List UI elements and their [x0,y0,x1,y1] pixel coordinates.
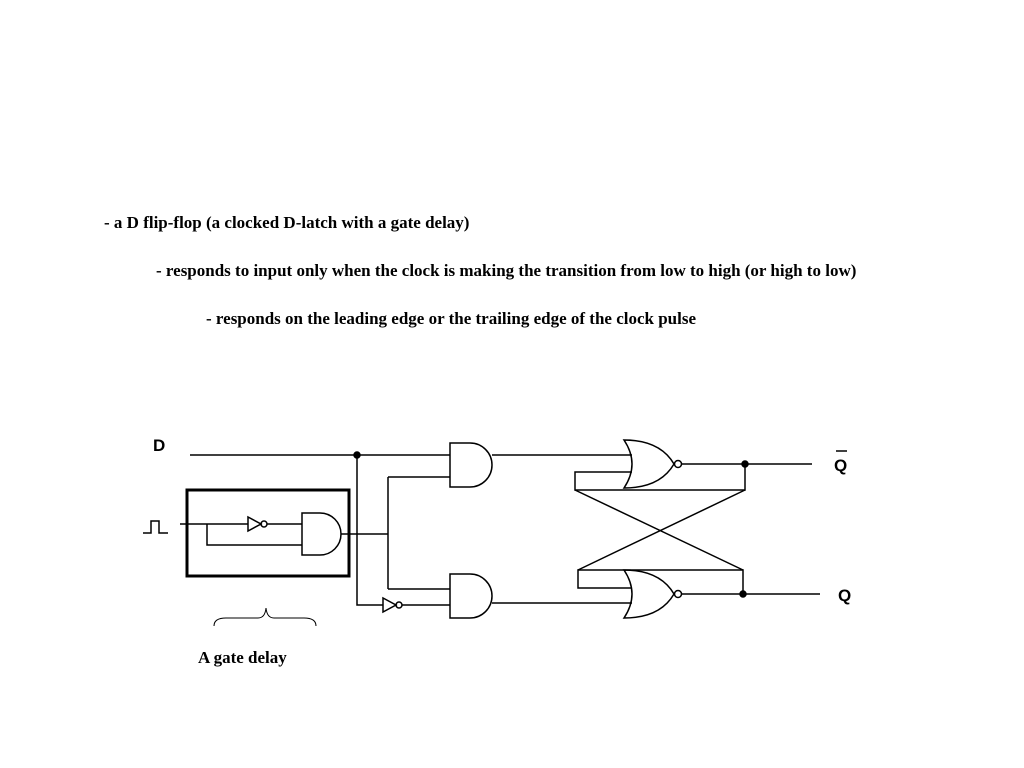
d-branch-wire [357,455,383,605]
bottom-and-gate [450,574,492,618]
bottom-nor-gate [624,570,674,618]
delay-and-gate [302,513,341,555]
cross-wire-a [575,490,743,570]
bottom-nor-bubble [675,591,682,598]
d-not-gate [383,598,396,612]
bullet-d-flip-flop: - a D flip-flop (a clocked D-latch with a gate delay) [104,213,470,232]
cross-wire-b [578,490,745,570]
top-nor-gate [624,440,674,488]
bullet-edge-response: - responds on the leading edge or the trailing edge of the clock pulse [206,309,697,328]
q-bar-output-label: Q [834,456,848,475]
gate-delay-box [187,490,349,576]
top-and-gate [450,443,492,487]
gate-delay-caption: A gate delay [198,648,287,667]
delay-not-gate [248,517,261,531]
q-feedback-wire [578,570,743,594]
bullet-transition-response: - responds to input only when the clock is making the transition from low to high (or high to low) [156,261,857,280]
gate-delay-brace [214,608,316,626]
d-input-label: D [153,436,166,455]
clock-pulse-symbol [143,521,168,533]
q-bar-feedback-wire [575,464,745,490]
top-nor-bubble [675,461,682,468]
q-output-label: Q [838,586,852,605]
